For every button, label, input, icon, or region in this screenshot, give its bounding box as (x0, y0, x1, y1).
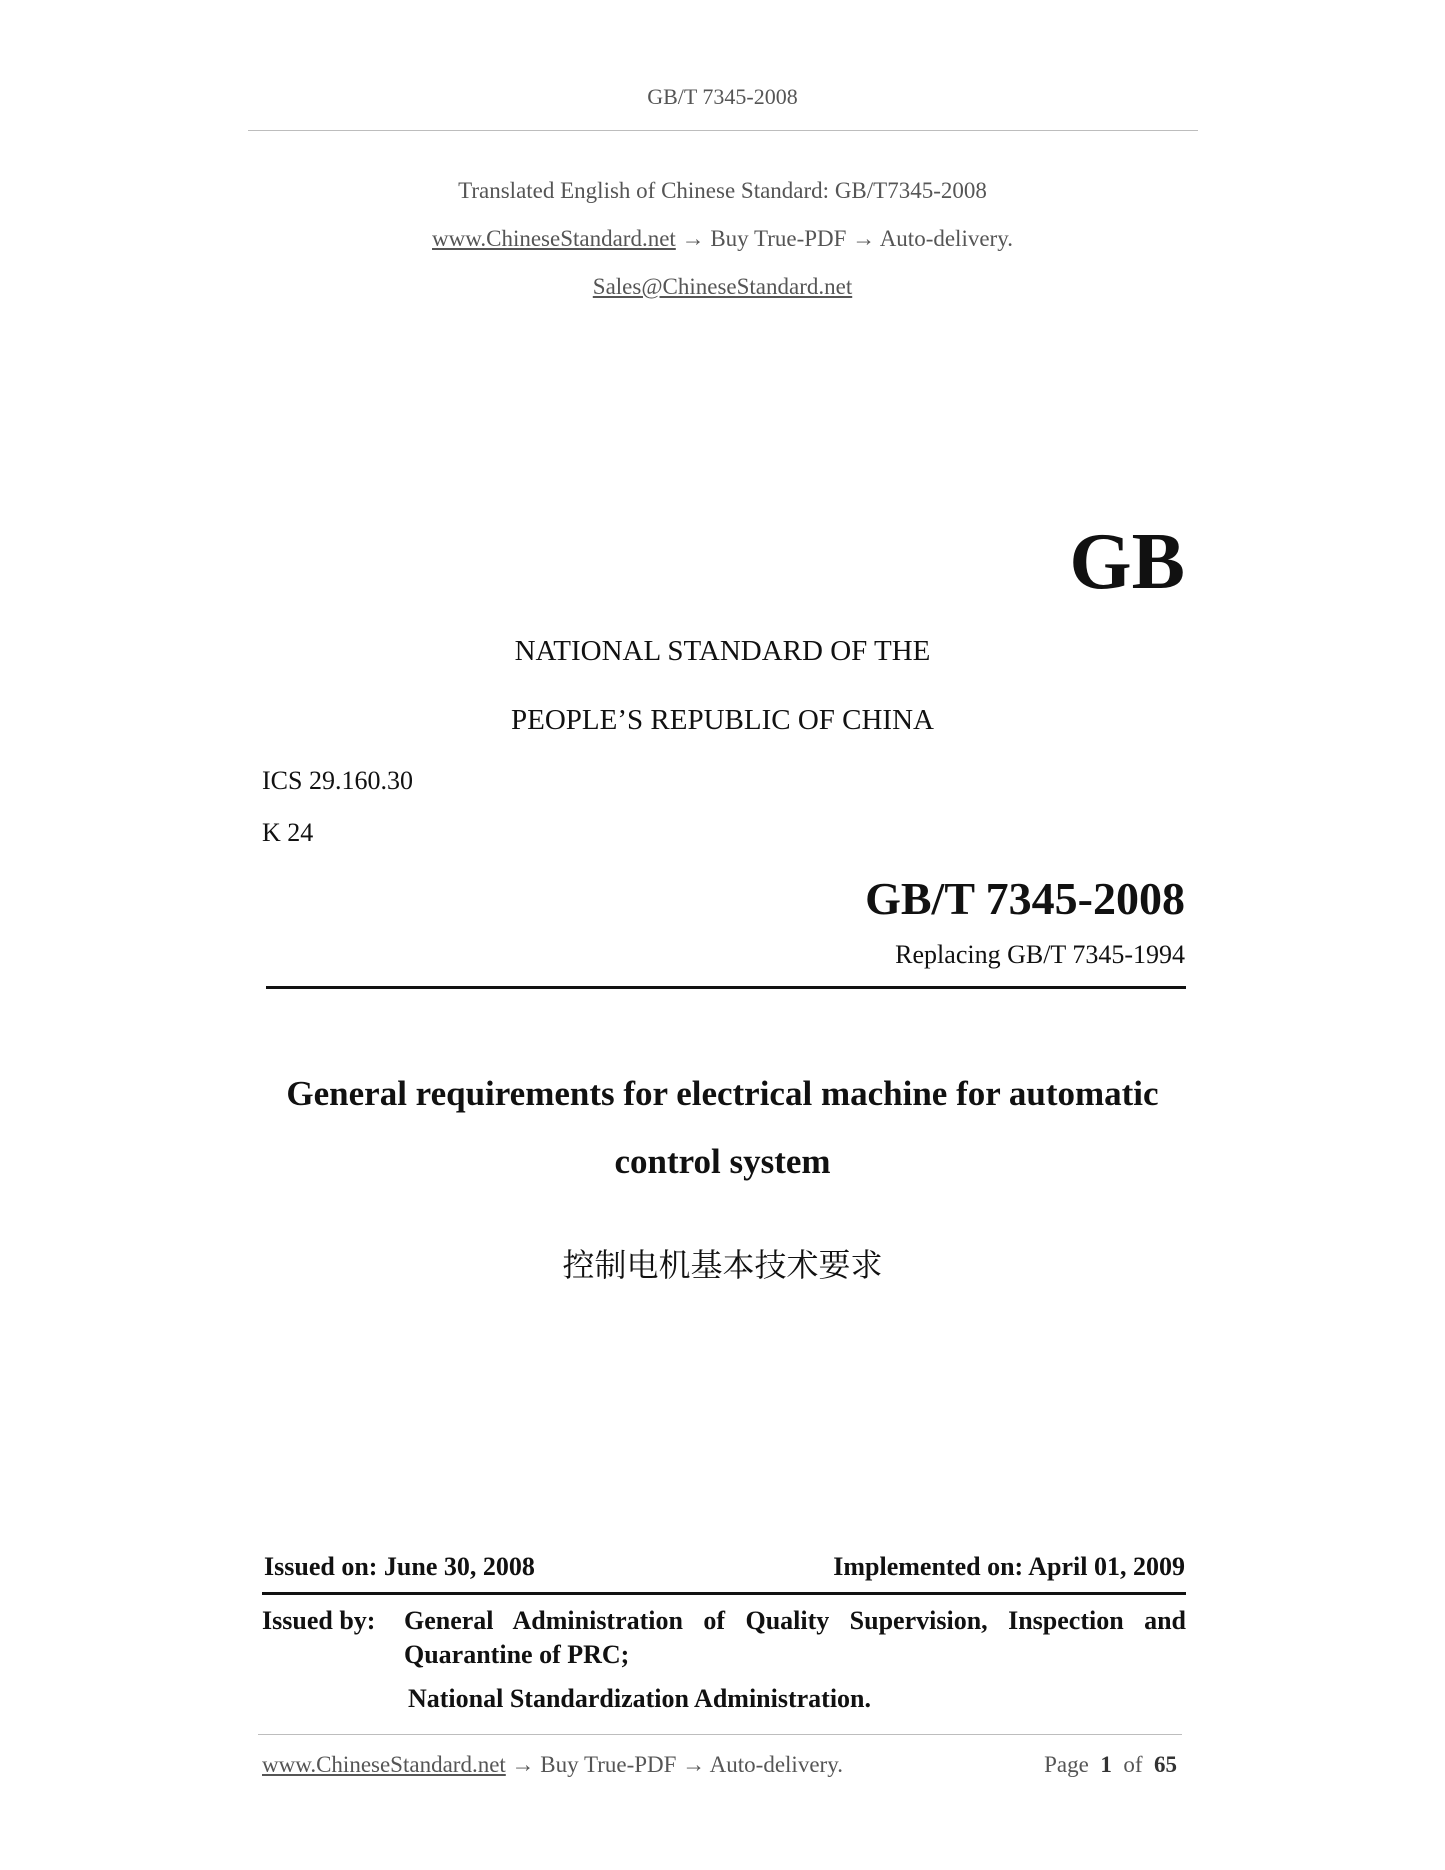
page-label: Page (1044, 1752, 1089, 1777)
page-total: 65 (1154, 1752, 1177, 1777)
issuer-line-2: Quarantine of PRC; (404, 1640, 630, 1669)
title-divider (266, 986, 1186, 989)
classification-code: K 24 (262, 818, 314, 847)
dates-divider (262, 1592, 1186, 1595)
implemented-on-date: Implemented on: April 01, 2009 (833, 1552, 1185, 1581)
footer-delivery-text: Auto-delivery. (709, 1752, 843, 1777)
title-english-line-2: control system (614, 1142, 831, 1181)
arrow-right-icon: → (682, 1752, 706, 1777)
issuer-line-1: General Administration of Quality Supervision, Inspection and (404, 1606, 1186, 1635)
ics-code: ICS 29.160.30 (262, 766, 413, 795)
footer-divider (258, 1734, 1182, 1735)
site-link[interactable]: www.ChineseStandard.net (432, 226, 676, 251)
issued-by-label: Issued by: (262, 1606, 376, 1635)
arrow-right-icon: → (511, 1752, 535, 1777)
footer-promo (262, 1752, 843, 1778)
header-divider (248, 130, 1198, 131)
buy-true-pdf-text: Buy True-PDF (710, 226, 847, 251)
of-label: of (1123, 1752, 1143, 1777)
promo-line-email (0, 274, 1445, 300)
issuer-line-3: National Standardization Administration. (408, 1684, 872, 1713)
national-standard-line-1: NATIONAL STANDARD OF THE (514, 635, 931, 667)
page-indicator (1044, 1752, 1177, 1778)
arrow-right-icon: → (681, 226, 705, 251)
standard-number: GB/T 7345-2008 (865, 873, 1185, 924)
promo-line-translation: Translated English of Chinese Standard: GB/T7345-2008 (458, 178, 987, 203)
title-english-line-1: General requirements for electrical machine for automatic (286, 1074, 1159, 1113)
footer-site-link[interactable]: www.ChineseStandard.net (262, 1752, 506, 1777)
sales-email-link[interactable]: Sales@ChineseStandard.net (592, 274, 853, 299)
issued-on-date: Issued on: June 30, 2008 (264, 1552, 535, 1581)
title-chinese: 控制电机基本技术要求 (562, 1246, 883, 1284)
footer-buy-text: Buy True-PDF (540, 1752, 677, 1777)
gb-mark: GB (1069, 518, 1185, 606)
arrow-right-icon: → (852, 226, 876, 251)
page-number: 1 (1100, 1752, 1112, 1777)
replacing-standard: Replacing GB/T 7345-1994 (895, 940, 1185, 969)
auto-delivery-text: Auto-delivery. (879, 226, 1013, 251)
national-standard-line-2: PEOPLE’S REPUBLIC OF CHINA (511, 704, 934, 736)
promo-line-buy (0, 226, 1445, 252)
running-header: GB/T 7345-2008 (647, 84, 798, 109)
